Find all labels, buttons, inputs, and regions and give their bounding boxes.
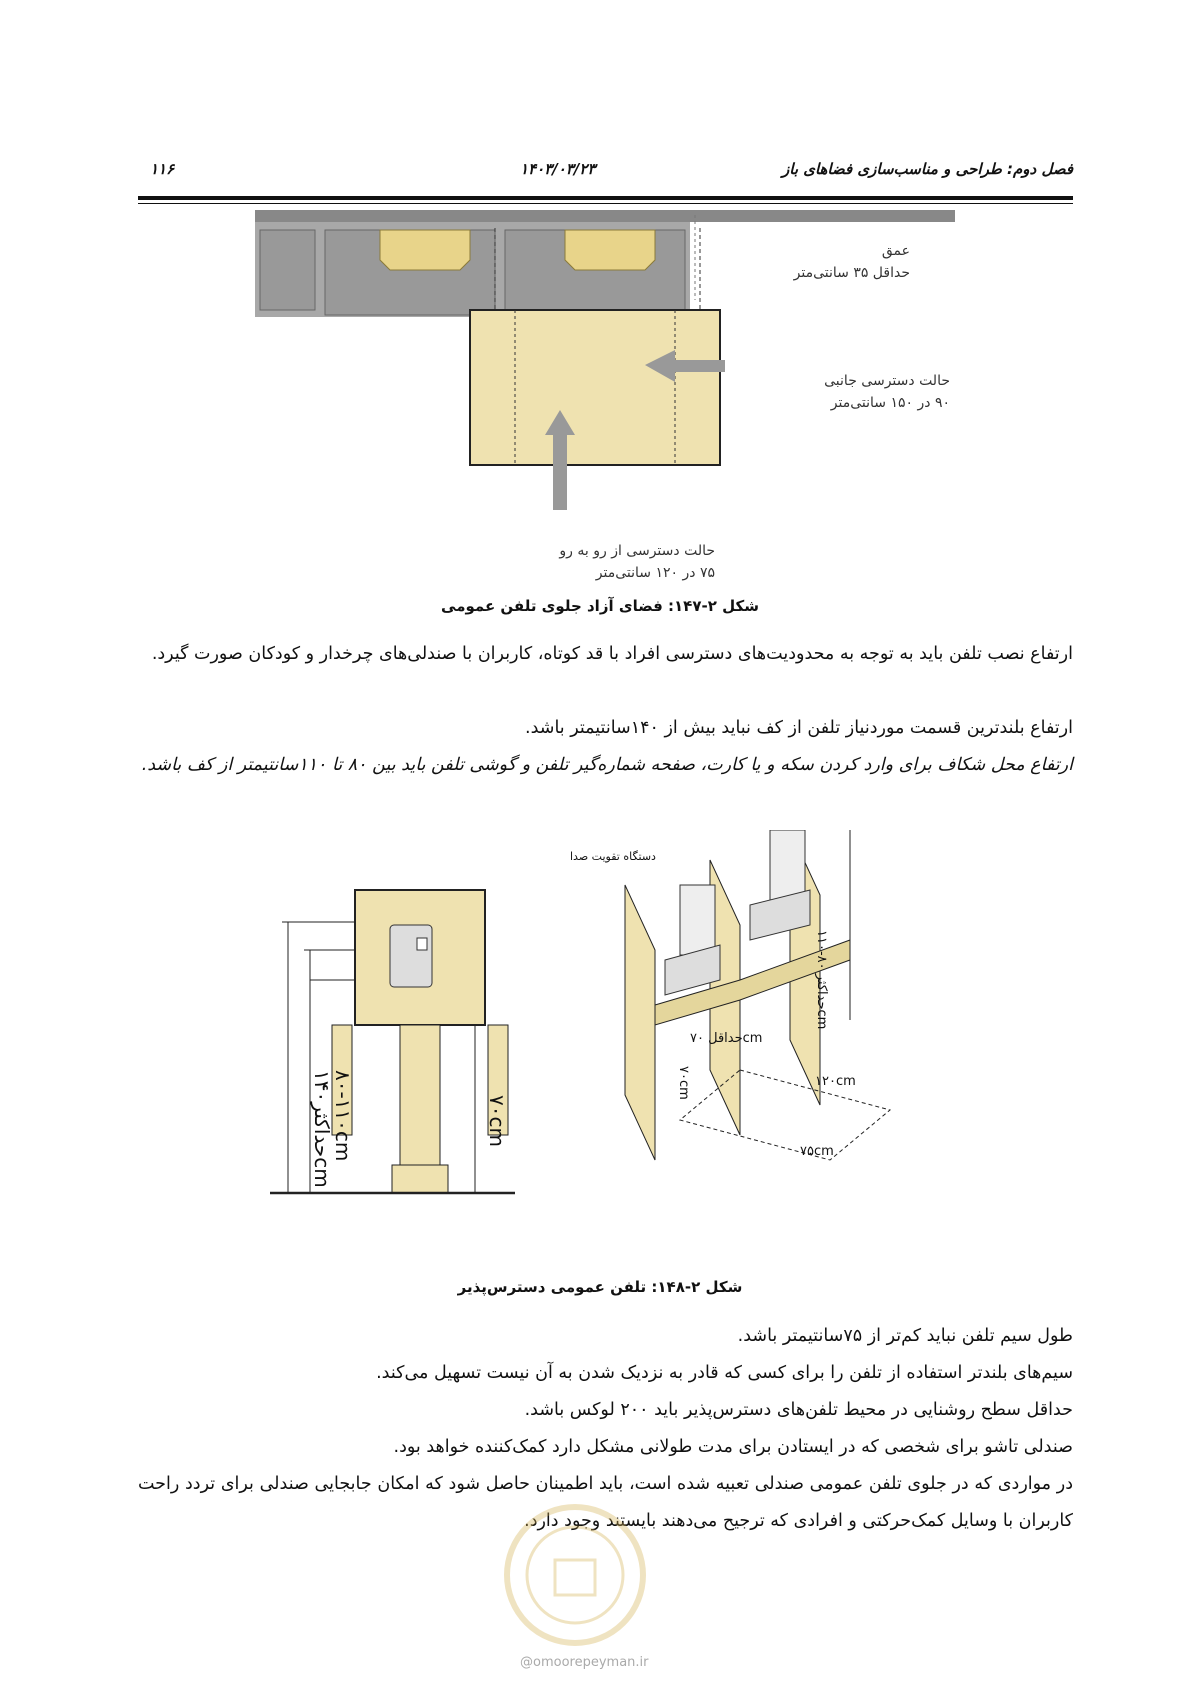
left-dim-70: ۷۰cm	[485, 1095, 509, 1147]
front-access-line2: ۷۵ در ۱۲۰ سانتی‌متر	[595, 565, 715, 581]
left-dim-max-140: حداکثر۱۴۰cm	[310, 1070, 334, 1188]
chapter-title: فصل دوم: طراحی و مناسب‌سازی فضاهای باز	[782, 160, 1073, 178]
front-access-label	[545, 540, 715, 584]
paragraph-4: طول سیم تلفن نباید کم‌تر از ۷۵سانتیمتر باشد.	[737, 1326, 1073, 1346]
phone-elevation	[270, 890, 515, 1193]
phone-booth-isometric	[625, 830, 890, 1160]
paragraph-2: ارتفاع بلندترین قسمت موردنیاز تلفن از کف نباید بیش از ۱۴۰سانتیمتر باشد.	[525, 718, 1073, 738]
depth-label	[760, 240, 910, 284]
depth-label-line2: حداقل ۳۵ سانتی‌متر	[793, 265, 910, 281]
header-rule-thick	[138, 196, 1073, 200]
watermark-url: @omoorepeyman.ir	[520, 1655, 649, 1670]
left-dim-80-110: ۸۰-۱۱۰cm	[331, 1070, 355, 1162]
figure-147-caption: شکل ۲-۱۴۷: فضای آزاد جلوی تلفن عمومی	[441, 597, 759, 615]
figure-148-caption: شکل ۲-۱۴۸: تلفن عمومی دسترس‌پذیر	[457, 1278, 743, 1296]
paragraph-7: صندلی تاشو برای شخصی که در ایستادن برای مدت طولانی مشکل دارد کمک‌کننده خواهد بود.	[393, 1437, 1073, 1457]
side-access-line2: ۹۰ در ۱۵۰ سانتی‌متر	[830, 395, 950, 411]
depth-label-line1: عمق	[881, 243, 910, 259]
paragraph-8: در مواردی که در جلوی تلفن عمومی صندلی تعبیه شده است، باید اطمینان حاصل شود که امکان جابجایی صندلی برای تردد راحت کاربران با وسایل کمک‌حرکتی و افرادی که ترجیح می‌دهند بایستند وجود دارد.	[138, 1474, 1073, 1531]
figure-148-diagram	[270, 830, 960, 1250]
front-access-line1: حالت دسترسی از رو به رو	[559, 543, 715, 559]
page-number: ۱۱۶	[150, 160, 175, 178]
amplifier-label: دستگاه تقویت صدا	[570, 850, 656, 863]
paragraph-3: ارتفاع محل شکاف برای وارد کردن سکه و یا کارت، صفحه شماره‌گیر تلفن و گوشی تلفن باید بین ۸۰ تا ۱۱۰سانتیمتر از کف باشد.	[141, 755, 1073, 775]
watermark-seal	[500, 1500, 650, 1650]
clear-floor-space	[470, 310, 720, 465]
paragraph-5: سیم‌های بلندتر استفاده از تلفن را برای کسی که قادر به نزدیک شدن به آن نیست تسهیل می‌کند.	[376, 1363, 1073, 1383]
wall-top	[255, 210, 955, 222]
phone-unit-1	[380, 230, 470, 270]
paragraph-6: حداقل سطح روشنایی در محیط تلفن‌های دسترس‌پذیر باید ۲۰۰ لوکس باشد.	[524, 1400, 1073, 1420]
side-access-line1: حالت دسترسی جانبی	[824, 373, 950, 389]
right-dim-70: ۷۰cm	[676, 1066, 691, 1100]
right-dim-120: ۱۲۰cm	[815, 1074, 856, 1089]
header-rule-thin	[138, 203, 1073, 204]
right-dim-min: حداقل ۷۰cm	[690, 1031, 763, 1046]
paragraph-1: ارتفاع نصب تلفن باید به توجه به محدودیت‌های دسترسی افراد با قد کوتاه، کاربران با صندلی‌های چرخدار و کودکان صورت گیرد.	[151, 644, 1073, 664]
side-access-label	[800, 370, 950, 414]
phone-unit-2	[565, 230, 655, 270]
right-dim-75: ۷۵cm	[800, 1144, 834, 1159]
right-dim-height: حداکثر ۸۰-۱۱۰cm	[814, 930, 829, 1030]
header-date: ۱۴۰۳/۰۳/۲۳	[520, 160, 596, 178]
